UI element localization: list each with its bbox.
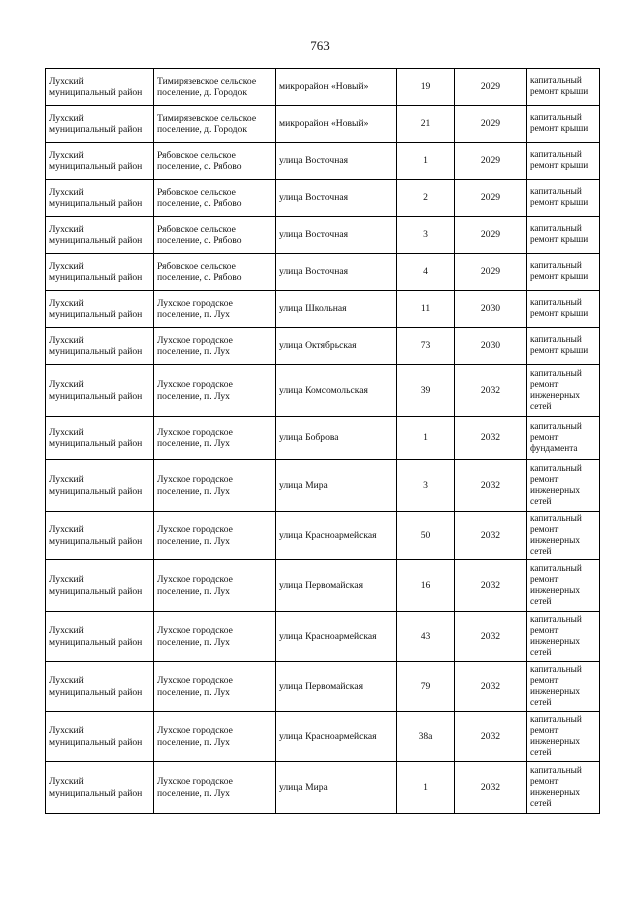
year-cell: 2032 (455, 365, 527, 417)
work-type-cell: капитальный ремонт крыши (527, 106, 600, 143)
street-cell: улица Восточная (276, 254, 397, 291)
street-cell: улица Комсомольская (276, 365, 397, 417)
settlement-cell: Лухское городское поселение, п. Лух (154, 291, 276, 328)
house-number-cell: 16 (397, 560, 455, 612)
year-cell: 2030 (455, 328, 527, 365)
house-number-cell: 73 (397, 328, 455, 365)
street-cell: микрорайон «Новый» (276, 69, 397, 106)
settlement-cell: Лухское городское поселение, п. Лух (154, 417, 276, 460)
settlement-cell: Лухское городское поселение, п. Лух (154, 712, 276, 762)
house-number-cell: 21 (397, 106, 455, 143)
settlement-cell: Рябовское сельское поселение, с. Рябово (154, 217, 276, 254)
settlement-cell: Рябовское сельское поселение, с. Рябово (154, 180, 276, 217)
street-cell: улица Восточная (276, 143, 397, 180)
repair-schedule-table (45, 68, 600, 814)
house-number-cell: 1 (397, 143, 455, 180)
district-cell: Лухский муниципальный район (46, 254, 154, 291)
work-type-cell: капитальный ремонт крыши (527, 143, 600, 180)
district-cell: Лухский муниципальный район (46, 217, 154, 254)
house-number-cell: 4 (397, 254, 455, 291)
year-cell: 2029 (455, 106, 527, 143)
table-row (46, 460, 600, 512)
page-number: 763 (310, 38, 330, 53)
house-number-cell: 1 (397, 762, 455, 814)
settlement-cell: Лухское городское поселение, п. Лух (154, 365, 276, 417)
district-cell: Лухский муниципальный район (46, 106, 154, 143)
table-row (46, 612, 600, 662)
house-number-cell: 11 (397, 291, 455, 328)
street-cell: улица Первомайская (276, 560, 397, 612)
work-type-cell: капитальный ремонт крыши (527, 328, 600, 365)
settlement-cell: Лухское городское поселение, п. Лух (154, 662, 276, 712)
work-type-cell: капитальный ремонт фундамента (527, 417, 600, 460)
table-row (46, 254, 600, 291)
street-cell: микрорайон «Новый» (276, 106, 397, 143)
district-cell: Лухский муниципальный район (46, 612, 154, 662)
year-cell: 2030 (455, 291, 527, 328)
work-type-cell: капитальный ремонт инженерных сетей (527, 612, 600, 662)
street-cell: улица Восточная (276, 180, 397, 217)
work-type-cell: капитальный ремонт инженерных сетей (527, 662, 600, 712)
table-row (46, 143, 600, 180)
district-cell: Лухский муниципальный район (46, 512, 154, 560)
district-cell: Лухский муниципальный район (46, 365, 154, 417)
work-type-cell: капитальный ремонт инженерных сетей (527, 512, 600, 560)
year-cell: 2032 (455, 612, 527, 662)
district-cell: Лухский муниципальный район (46, 180, 154, 217)
house-number-cell: 38а (397, 712, 455, 762)
district-cell: Лухский муниципальный район (46, 69, 154, 106)
year-cell: 2032 (455, 512, 527, 560)
work-type-cell: капитальный ремонт инженерных сетей (527, 460, 600, 512)
work-type-cell: капитальный ремонт крыши (527, 254, 600, 291)
work-type-cell: капитальный ремонт крыши (527, 180, 600, 217)
district-cell: Лухский муниципальный район (46, 328, 154, 365)
district-cell: Лухский муниципальный район (46, 291, 154, 328)
table-row (46, 69, 600, 106)
street-cell: улица Восточная (276, 217, 397, 254)
district-cell: Лухский муниципальный район (46, 662, 154, 712)
table-row (46, 417, 600, 460)
settlement-cell: Тимирязевское сельское поселение, д. Городок (154, 106, 276, 143)
year-cell: 2029 (455, 217, 527, 254)
street-cell: улица Мира (276, 460, 397, 512)
work-type-cell: капитальный ремонт инженерных сетей (527, 712, 600, 762)
street-cell: улица Первомайская (276, 662, 397, 712)
street-cell: улица Октябрьская (276, 328, 397, 365)
district-cell: Лухский муниципальный район (46, 712, 154, 762)
district-cell: Лухский муниципальный район (46, 560, 154, 612)
street-cell: улица Боброва (276, 417, 397, 460)
house-number-cell: 19 (397, 69, 455, 106)
table-row (46, 217, 600, 254)
table-row (46, 512, 600, 560)
table-row (46, 662, 600, 712)
work-type-cell: капитальный ремонт инженерных сетей (527, 560, 600, 612)
table-row (46, 712, 600, 762)
house-number-cell: 3 (397, 460, 455, 512)
street-cell: улица Красноармейская (276, 512, 397, 560)
table-row (46, 762, 600, 814)
year-cell: 2032 (455, 460, 527, 512)
settlement-cell: Лухское городское поселение, п. Лух (154, 512, 276, 560)
table-row (46, 560, 600, 612)
work-type-cell: капитальный ремонт крыши (527, 217, 600, 254)
street-cell: улица Красноармейская (276, 712, 397, 762)
work-type-cell: капитальный ремонт инженерных сетей (527, 365, 600, 417)
district-cell: Лухский муниципальный район (46, 417, 154, 460)
house-number-cell: 3 (397, 217, 455, 254)
settlement-cell: Рябовское сельское поселение, с. Рябово (154, 143, 276, 180)
settlement-cell: Тимирязевское сельское поселение, д. Городок (154, 69, 276, 106)
district-cell: Лухский муниципальный район (46, 762, 154, 814)
district-cell: Лухский муниципальный район (46, 460, 154, 512)
table-body (46, 69, 600, 814)
work-type-cell: капитальный ремонт крыши (527, 291, 600, 328)
work-type-cell: капитальный ремонт крыши (527, 69, 600, 106)
house-number-cell: 1 (397, 417, 455, 460)
year-cell: 2029 (455, 69, 527, 106)
street-cell: улица Мира (276, 762, 397, 814)
table-row (46, 365, 600, 417)
settlement-cell: Лухское городское поселение, п. Лух (154, 328, 276, 365)
settlement-cell: Лухское городское поселение, п. Лух (154, 762, 276, 814)
year-cell: 2029 (455, 143, 527, 180)
table-row (46, 291, 600, 328)
table-row (46, 328, 600, 365)
settlement-cell: Рябовское сельское поселение, с. Рябово (154, 254, 276, 291)
house-number-cell: 2 (397, 180, 455, 217)
street-cell: улица Школьная (276, 291, 397, 328)
year-cell: 2032 (455, 712, 527, 762)
year-cell: 2032 (455, 560, 527, 612)
district-cell: Лухский муниципальный район (46, 143, 154, 180)
settlement-cell: Лухское городское поселение, п. Лух (154, 560, 276, 612)
work-type-cell: капитальный ремонт инженерных сетей (527, 762, 600, 814)
year-cell: 2029 (455, 180, 527, 217)
year-cell: 2032 (455, 762, 527, 814)
year-cell: 2032 (455, 417, 527, 460)
year-cell: 2032 (455, 662, 527, 712)
table-row (46, 180, 600, 217)
street-cell: улица Красноармейская (276, 612, 397, 662)
settlement-cell: Лухское городское поселение, п. Лух (154, 460, 276, 512)
table-row (46, 106, 600, 143)
house-number-cell: 50 (397, 512, 455, 560)
settlement-cell: Лухское городское поселение, п. Лух (154, 612, 276, 662)
house-number-cell: 39 (397, 365, 455, 417)
house-number-cell: 43 (397, 612, 455, 662)
house-number-cell: 79 (397, 662, 455, 712)
year-cell: 2029 (455, 254, 527, 291)
